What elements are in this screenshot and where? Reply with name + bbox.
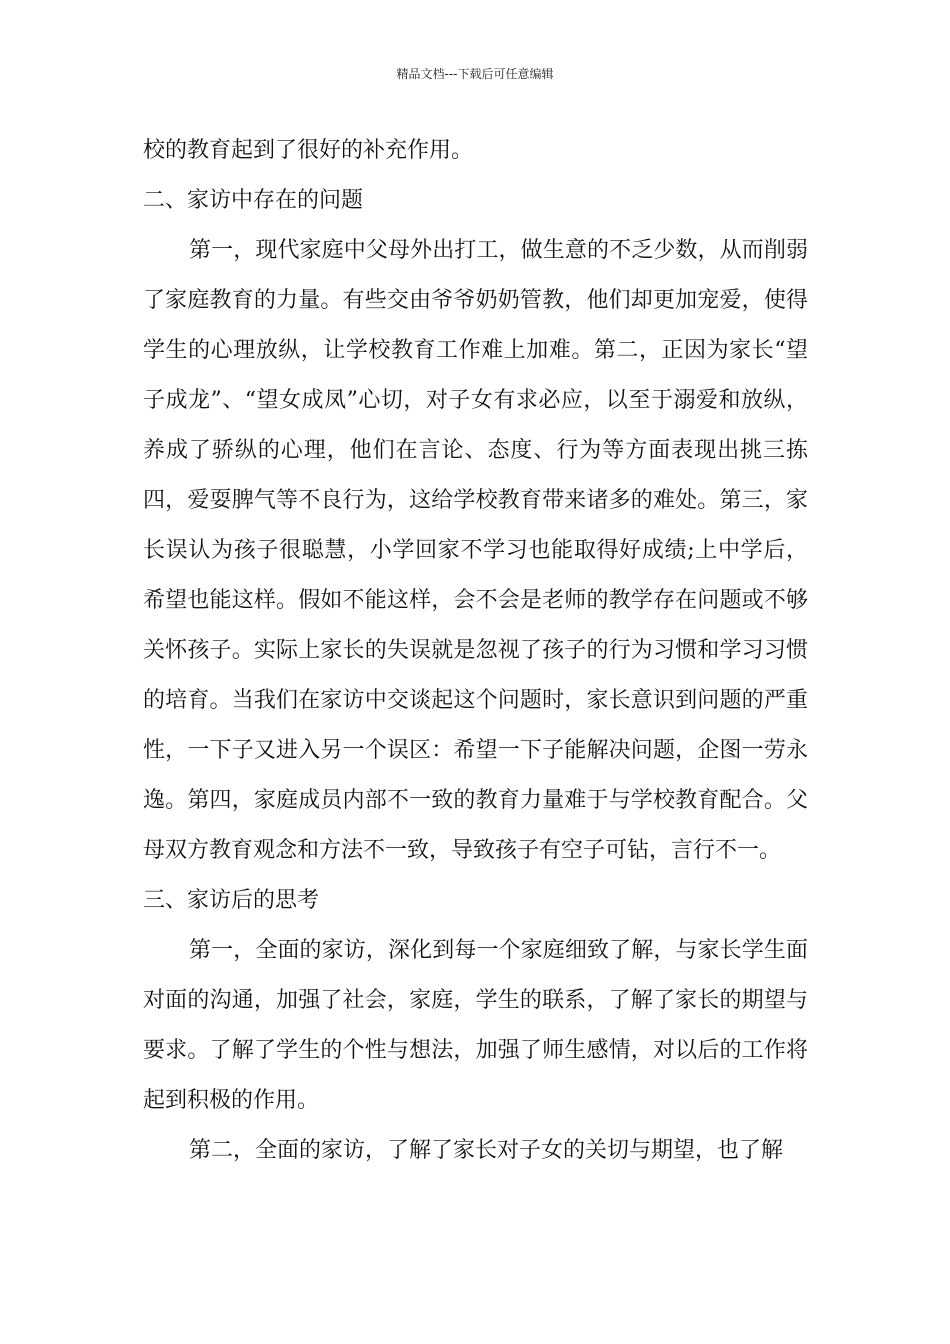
paragraph-reflection-first: 第一，全面的家访，深化到每一个家庭细致了解，与家长学生面对面的沟通，加强了社会，家庭，学生的联系，了解了家长的期望与要求。了解了学生的个性与想法，加强了师生感情，对以后的工作将起到积极的作用。 [143,938,808,1113]
page-header: 精品文档---下载后可任意编辑 [396,67,554,81]
document-body [143,126,808,1176]
paragraph-problems: 第一，现代家庭中父母外出打工，做生意的不乏少数，从而削弱了家庭教育的力量。有些交由爷爷奶奶管教，他们却更加宠爱，使得学生的心理放纵，让学校教育工作难上加难。第二，正因为家长“望子成龙”、“望女成凤”心切，对子女有求必应，以至于溺爱和放纵，养成了骄纵的心理，他们在言论、态度、行为等方面表现出挑三拣四，爱耍脾气等不良行为，这给学校教育带来诸多的难处。第三，家长误认为孩子很聪慧，小学回家不学习也能取得好成绩;上中学后，希望也能这样。假如不能这样，会不会是老师的教学存在问题或不够关怀孩子。实际上家长的失误就是忽视了孩子的行为习惯和学习习惯的培育。当我们在家访中交谈起这个问题时，家长意识到问题的严重性，一下子又进入另一个误区：希望一下子能解决问题，企图一劳永逸。第四，家庭成员内部不一致的教育力量难于与学校教育配合。父母双方教育观念和方法不一致，导致孩子有空子可钻，言行不一。 [143,238,808,863]
paragraph-reflection-second: 第二，全面的家访，了解了家长对子女的关切与期望，也了解 [189,1138,784,1163]
paragraph-continuation: 校的教育起到了很好的补充作用。 [143,138,474,163]
section-heading-problems: 二、家访中存在的问题 [143,188,364,213]
section-heading-reflection: 三、家访后的思考 [143,888,320,913]
